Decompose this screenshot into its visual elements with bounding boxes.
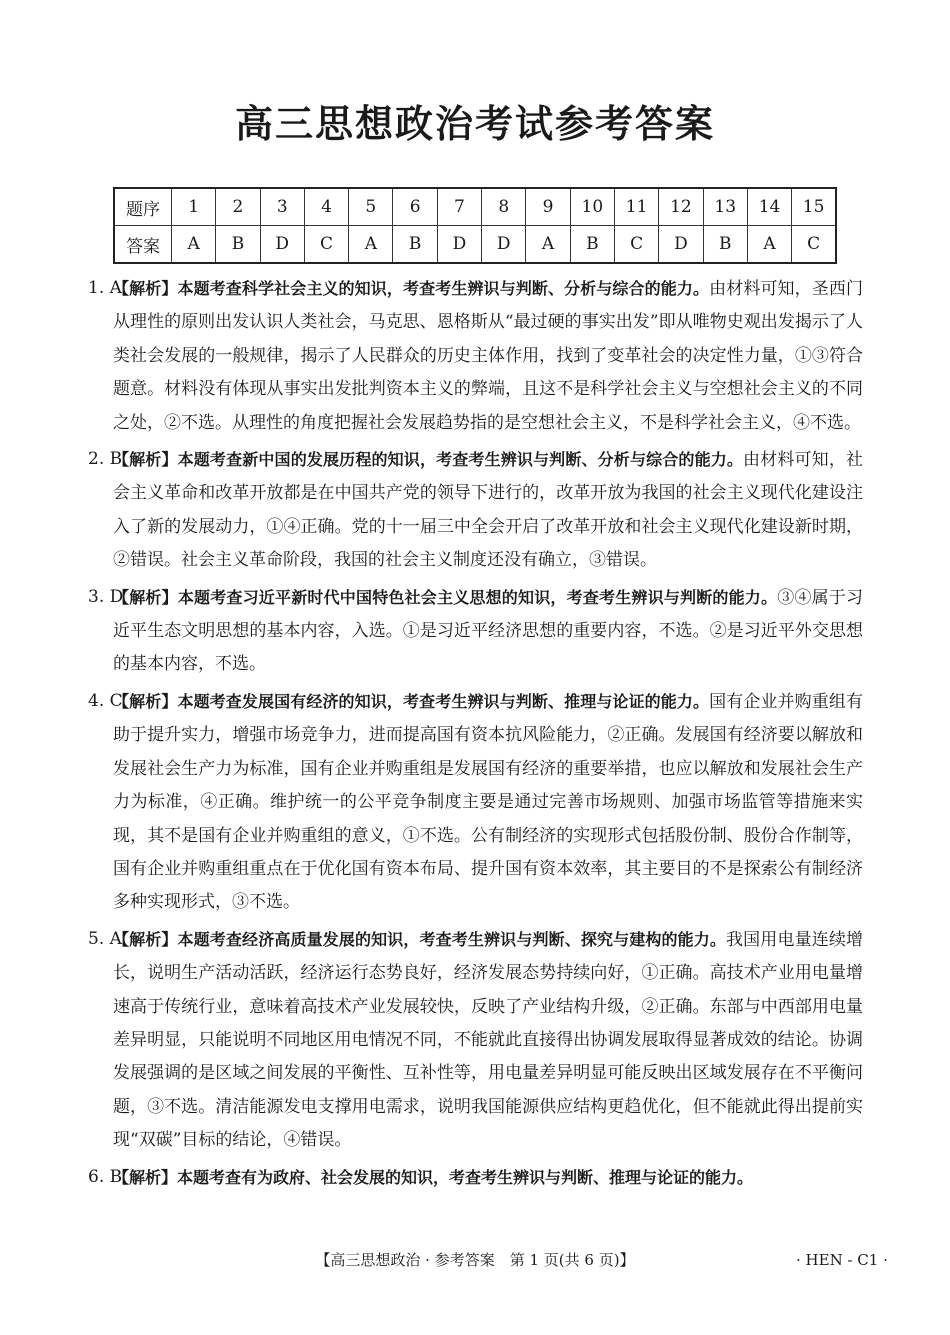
table-cell-answer: D	[659, 226, 703, 264]
table-header-cell: 答案	[114, 226, 172, 264]
table-cell-number: 6	[393, 188, 437, 226]
table-cell-answer: B	[570, 226, 614, 264]
table-cell-answer: C	[614, 226, 658, 264]
table-cell-number: 13	[703, 188, 747, 226]
item-body: 我国用电量连续增长，说明生产活动活跃，经济运行态势良好，经济发展态势持续向好，①正确。高技术产业用电量增速高于传统行业，意味着高技术产业发展较快，反映了产业结构升级，②正确。东部与中西部用电量差异明显，只能说明不同地区用电情况不同，不能就此直接得出协调发展取得显著成效的结论。协调发展强调的是区域之间发展的平衡性、互补性等，用电量差异明显可能反映出区域发展存在不平衡问题，③不选。清洁能源发电支撑用电需求，说明我国能源供应结构更趋优化，但不能就此得出提前实现“双碳”目标的结论，④错误。	[113, 929, 863, 1151]
table-header-cell: 题序	[114, 188, 172, 226]
table-cell-number: 12	[659, 188, 703, 226]
answer-explanations	[88, 272, 863, 1198]
table-cell-answer: B	[216, 226, 260, 264]
item-tag: 【解析】	[113, 587, 178, 607]
list-item	[88, 685, 863, 920]
page-footer	[0, 1248, 950, 1272]
item-lead: 本题考查习近平新时代中国特色社会主义思想的知识，考查考生辨识与判断的能力。	[177, 587, 778, 607]
table-cell-answer: A	[747, 226, 791, 264]
table-cell-answer: D	[437, 226, 481, 264]
table-cell-number: 4	[304, 188, 348, 226]
item-lead: 本题考查发展国有经济的知识，考查考生辨识与判断、推理与论证的能力。	[177, 691, 710, 711]
table-cell-number: 8	[482, 188, 526, 226]
item-body: 国有企业并购重组有助于提升实力，增强市场竞争力，进而提高国有资本抗风险能力，②正确。发展国有经济要以解放和发展社会生产力为标准，国有企业并购重组是发展国有经济的重要举措，也应以解放和发展社会生产力为标准，④正确。维护统一的公平竞争制度主要是通过完善市场规则、加强市场监管等措施来实现，其不是国有企业并购重组的意义，①不选。公有制经济的实现形式包括股份制、股份合作制等，国有企业并购重组重点在于优化国有资本布局、提升国有资本效率，其主要目的不是探索公有制经济多种实现形式，③不选。	[113, 691, 863, 913]
page-title: 高三思想政治考试参考答案	[234, 102, 715, 146]
item-number: 6. B	[88, 1166, 123, 1187]
item-number: 1. A	[88, 278, 122, 298]
list-item	[88, 923, 863, 1158]
table-cell-number: 5	[349, 188, 393, 226]
list-item	[88, 443, 863, 578]
item-lead: 本题考查新中国的发展历程的知识，考查考生辨识与判断、分析与综合的能力。	[177, 450, 744, 470]
item-body: 由材料可知，社会主义革命和改革开放都是在中国共产党的领导下进行的，改革开放为我国的社会主义现代化建设注入了新的发展动力，①④正确。党的十一届三中全会开启了改革开放和社会主义现代化建设新时期，②错误。社会主义革命阶段，我国的社会主义制度还没有确立，③错误。	[113, 450, 863, 571]
item-number: 2. B	[88, 449, 123, 470]
footer-page-info: 【高三思想政治 · 参考答案 第 1 页(共 6 页)】	[315, 1251, 635, 1269]
table-row-numbers	[114, 188, 836, 226]
table-cell-number: 3	[260, 188, 304, 226]
table-cell-answer: D	[260, 226, 304, 264]
table-cell-number: 11	[614, 188, 658, 226]
table-cell-answer: B	[393, 226, 437, 264]
table-cell-answer: A	[172, 226, 216, 264]
table-cell-number: 7	[437, 188, 481, 226]
table-cell-answer: C	[304, 226, 348, 264]
table-row-answers	[114, 226, 836, 264]
table-cell-answer: A	[526, 226, 570, 264]
table-cell-answer: C	[792, 226, 836, 264]
table-cell-number: 10	[570, 188, 614, 226]
item-lead: 本题考查科学社会主义的知识，考查考生辨识与判断、分析与综合的能力。	[177, 279, 710, 298]
item-tag: 【解析】	[113, 929, 178, 949]
list-item	[88, 581, 863, 682]
item-tag: 【解析】	[113, 279, 178, 298]
table-cell-answer: D	[482, 226, 526, 264]
item-number: 4. C	[88, 690, 123, 711]
table-cell-number: 14	[747, 188, 791, 226]
item-tag: 【解析】	[113, 691, 178, 711]
item-body: 由材料可知，圣西门从理性的原则出发认识人类社会，马克思、恩格斯从“最过硬的事实出发”即从唯物史观出发揭示了人类社会发展的一般规律，揭示了人民群众的历史主体作用，找到了变革社会的决定性力量，①③符合题意。材料没有体现从事实出发批判资本主义的弊端，且这不是科学社会主义与空想社会主义的不同之处，②不选。从理性的角度把握社会发展趋势指的是空想社会主义，不是科学社会主义，④不选。	[113, 279, 863, 433]
table-cell-answer: B	[703, 226, 747, 264]
table-cell-answer: A	[349, 226, 393, 264]
item-tag: 【解析】	[113, 450, 178, 470]
footer-code: · HEN - C1 ·	[796, 1251, 888, 1269]
item-tag: 【解析】	[113, 1167, 178, 1187]
item-lead: 本题考查经济高质量发展的知识，考查考生辨识与判断、探究与建构的能力。	[177, 929, 727, 949]
item-number: 3. D	[88, 586, 124, 607]
table-cell-number: 1	[172, 188, 216, 226]
table-cell-number: 9	[526, 188, 570, 226]
item-number: 5. A	[88, 928, 122, 949]
answer-table	[113, 187, 837, 264]
list-item	[88, 272, 863, 440]
item-body: ③④属于习近平生态文明思想的基本内容，入选。①是习近平经济思想的重要内容，不选。②是习近平外交思想的基本内容，不选。	[113, 587, 864, 675]
list-item	[88, 1161, 863, 1195]
item-lead: 本题考查有为政府、社会发展的知识，考查考生辨识与判断、推理与论证的能力。	[177, 1167, 754, 1187]
table-cell-number: 15	[792, 188, 836, 226]
table-cell-number: 2	[216, 188, 260, 226]
